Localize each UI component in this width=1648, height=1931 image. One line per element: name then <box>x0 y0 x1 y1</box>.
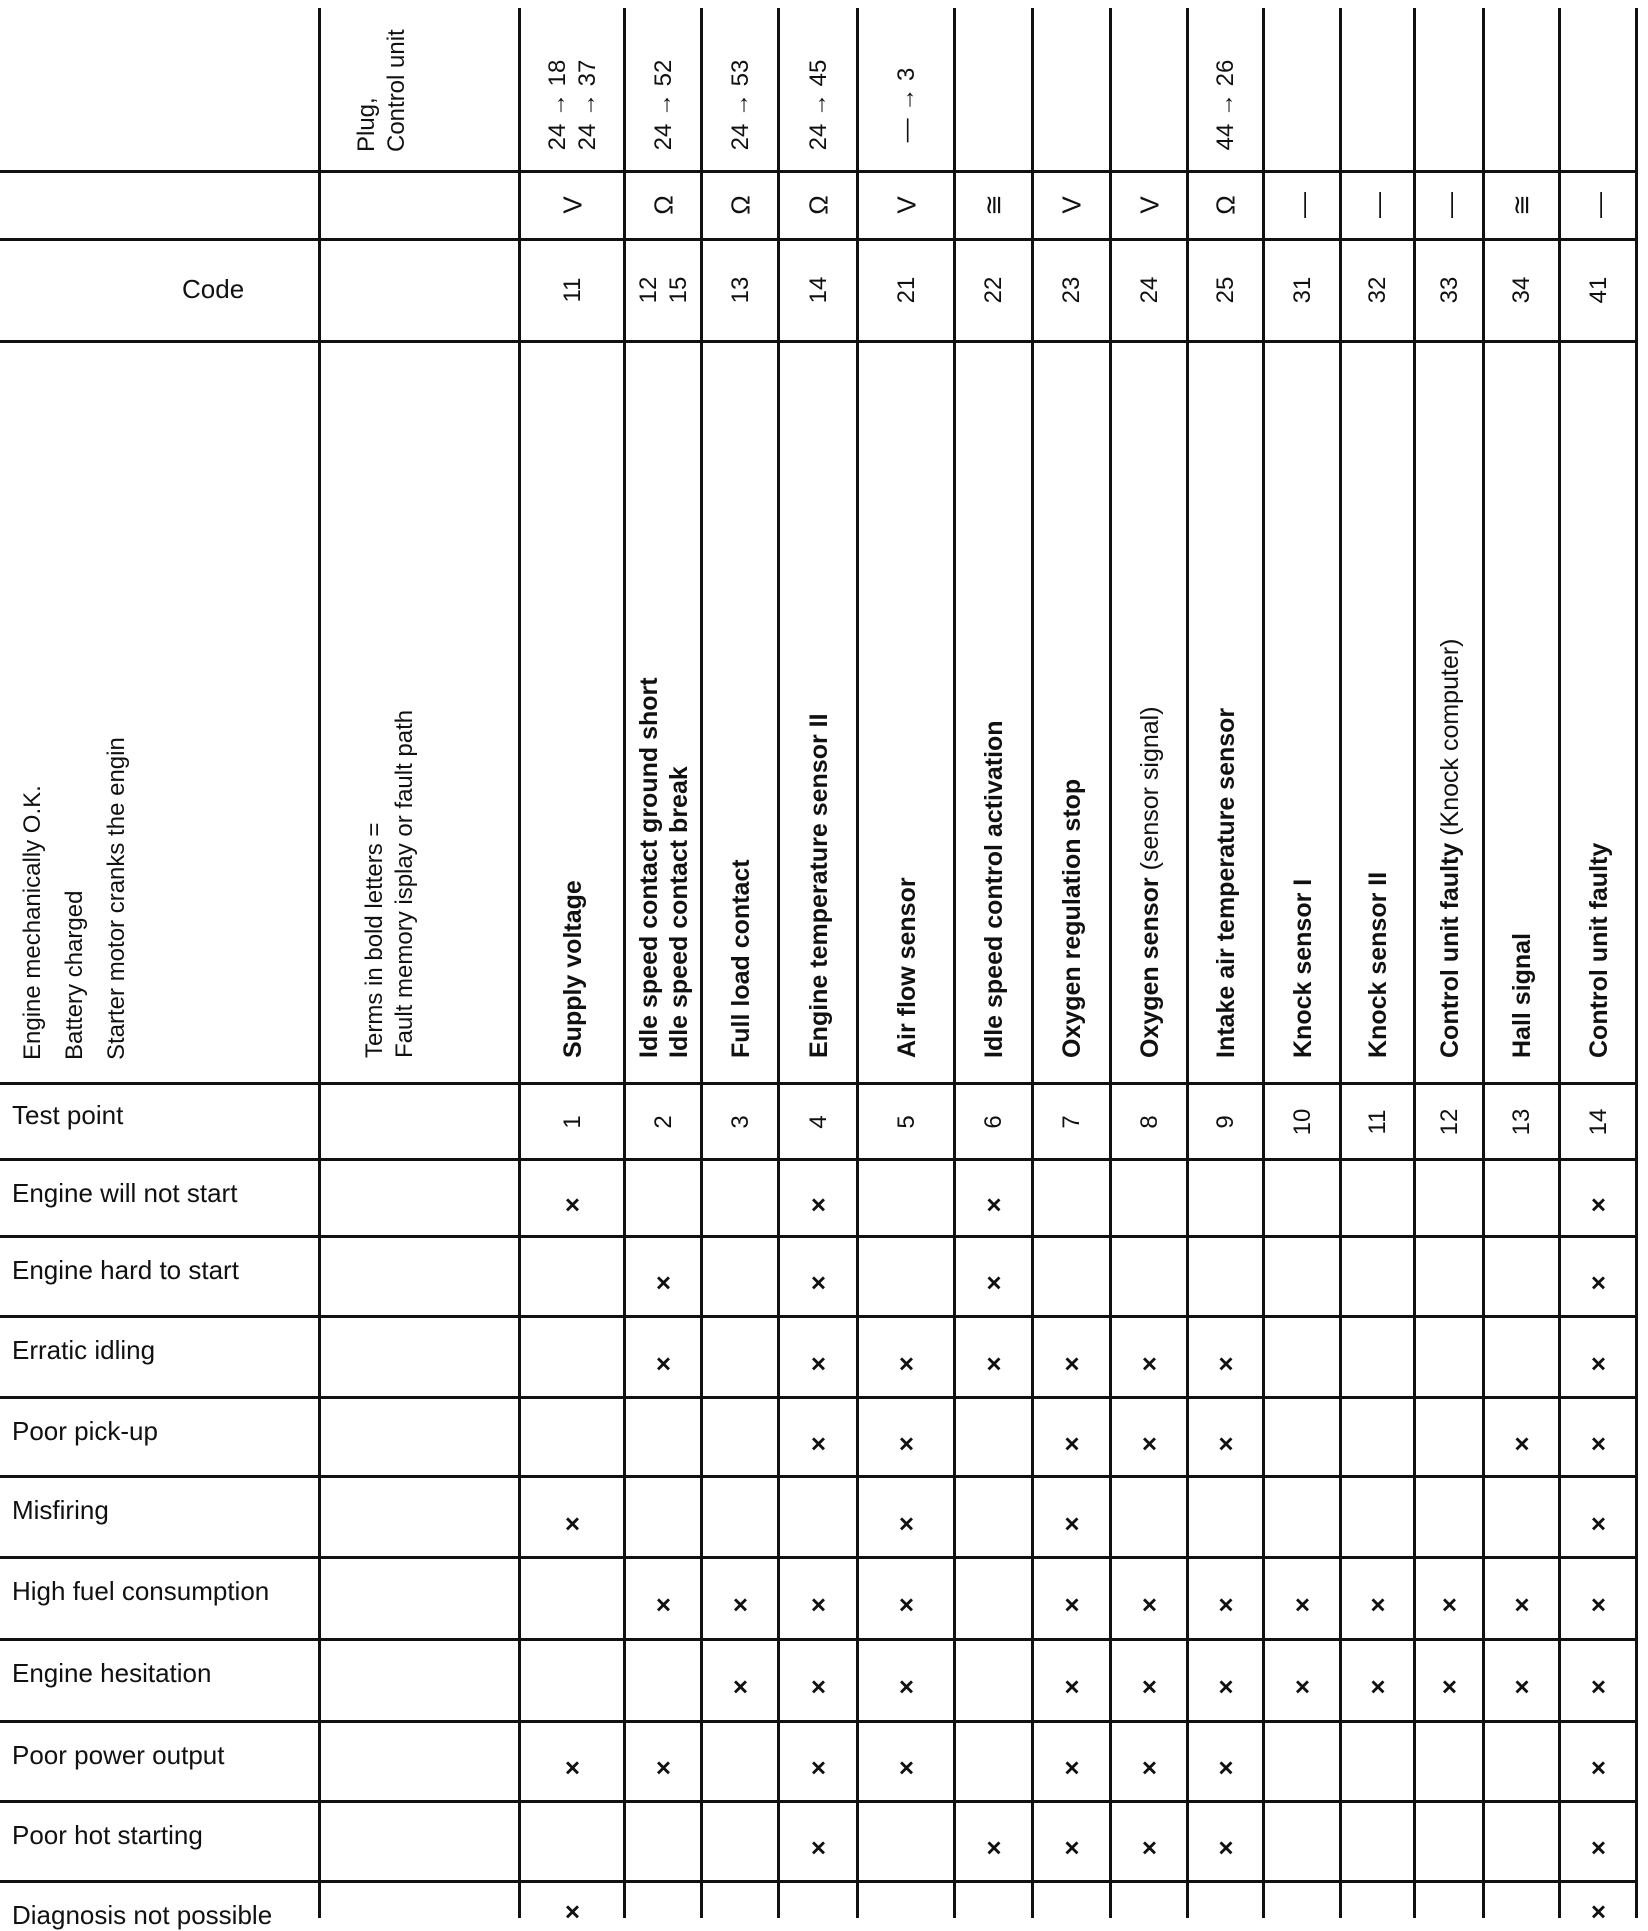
fault-code-primary: 31 <box>1288 276 1316 304</box>
unit-symbol: V <box>891 196 921 214</box>
unit-symbol: V <box>1056 196 1087 214</box>
fault-code-primary: 23 <box>1058 276 1085 304</box>
fault-mark: × <box>1590 1589 1607 1620</box>
column-divider-5 <box>856 8 859 1918</box>
fault-mark: × <box>564 1508 581 1538</box>
test-point-number: 2 <box>649 1115 677 1129</box>
component-name <box>1584 843 1614 1058</box>
fault-mark: × <box>1064 1589 1080 1620</box>
fault-mark: × <box>810 1348 827 1378</box>
fault-mark: × <box>1590 1671 1607 1702</box>
component-name-line1 <box>634 677 664 1058</box>
unit-symbol: — <box>1434 192 1464 218</box>
test-point-number: 11 <box>1364 1109 1391 1135</box>
fault-mark: × <box>898 1508 915 1538</box>
component-note: (Knock computer) <box>1435 638 1464 836</box>
fault-mark: × <box>1141 1348 1158 1378</box>
fault-code <box>1057 277 1087 304</box>
symptom-label: Poor power output <box>12 1740 225 1770</box>
plug-value <box>649 60 679 151</box>
fault-mark: × <box>810 1671 827 1702</box>
fault-mark: × <box>1514 1589 1530 1620</box>
component-name <box>634 677 694 1058</box>
fault-code <box>1363 277 1393 304</box>
unit-symbol: — <box>1287 192 1317 218</box>
test-point-number: 1 <box>558 1115 586 1129</box>
column-divider-10 <box>1262 8 1265 1918</box>
fault-mark: × <box>810 1752 827 1783</box>
fault-mark: × <box>810 1832 827 1863</box>
test-point-number: 7 <box>1058 1115 1085 1129</box>
column-divider-3 <box>700 8 703 1918</box>
test-point-number: 10 <box>1288 1108 1316 1136</box>
fault-mark: × <box>564 1752 581 1783</box>
fault-code <box>1211 277 1241 304</box>
component-name <box>726 859 756 1058</box>
fault-mark: × <box>898 1671 915 1702</box>
fault-mark: × <box>810 1267 827 1298</box>
rule-row-7 <box>0 1638 1635 1641</box>
test-point-number: 13 <box>1508 1108 1535 1136</box>
column-divider-12 <box>1413 8 1416 1918</box>
rule-units-top <box>0 170 1635 173</box>
fault-mark: × <box>732 1671 749 1702</box>
fault-code <box>1135 277 1165 304</box>
fault-mark: × <box>810 1189 827 1219</box>
component-name <box>1363 872 1393 1058</box>
rule-row-3 <box>0 1315 1635 1318</box>
component-name <box>1507 933 1537 1058</box>
unit-symbol: — <box>1583 192 1613 218</box>
symptom-label: High fuel consumption <box>12 1576 270 1606</box>
fault-mark: × <box>1064 1348 1080 1378</box>
component-name <box>1211 708 1241 1058</box>
column-divider-4 <box>777 8 780 1918</box>
test-point-number: 14 <box>1584 1108 1612 1136</box>
plug-value <box>892 68 922 143</box>
fault-mark: × <box>1141 1832 1158 1863</box>
column-divider-13 <box>1482 8 1485 1918</box>
component-name-line1 <box>1363 872 1393 1058</box>
condition-item: Battery charged <box>61 890 88 1060</box>
fault-mark: × <box>1141 1589 1158 1620</box>
test-point-number: 8 <box>1135 1115 1163 1129</box>
fault-mark: × <box>898 1428 915 1458</box>
fault-mark: × <box>655 1267 672 1298</box>
fault-mark: × <box>1294 1589 1311 1620</box>
fault-mark: × <box>1064 1832 1080 1863</box>
fault-mark: × <box>1590 1896 1607 1927</box>
test-point-label: Test point <box>12 1100 124 1130</box>
symptom-label: Poor hot starting <box>12 1820 203 1850</box>
component-name-text: Knock sensor I <box>1288 878 1317 1058</box>
plug-value-a: 44 → 26 <box>1212 59 1239 151</box>
fault-mark: × <box>986 1267 1002 1298</box>
component-note: (sensor signal) <box>1135 706 1164 871</box>
fault-mark: × <box>1218 1348 1234 1378</box>
column-divider-9 <box>1186 8 1189 1918</box>
fault-mark: × <box>1590 1832 1607 1863</box>
component-name-text: Oxygen regulation stop <box>1058 778 1086 1058</box>
component-name-line1 <box>1057 779 1087 1058</box>
column-divider-8 <box>1109 8 1112 1918</box>
symptom-label: Erratic idling <box>12 1335 156 1365</box>
test-point-number: 4 <box>804 1115 832 1129</box>
component-name <box>1435 639 1465 1059</box>
unit-symbol: Ω <box>725 195 755 215</box>
fault-mark: × <box>1590 1508 1607 1538</box>
fault-mark: × <box>1064 1752 1080 1783</box>
component-name-line1 <box>1435 639 1465 1059</box>
component-name-text: Full load contact <box>726 859 755 1058</box>
fault-mark: × <box>1064 1428 1080 1458</box>
column-divider-7 <box>1031 8 1034 1918</box>
fault-mark: × <box>732 1589 749 1620</box>
fault-code-primary: 12 <box>634 276 662 304</box>
symptom-label: Engine hesitation <box>12 1658 212 1688</box>
rule-row-0 <box>0 1082 1635 1085</box>
component-name-line1 <box>979 720 1009 1058</box>
plug-value <box>804 60 834 151</box>
plug-label-line2: Control unit <box>383 29 410 152</box>
fault-mark: × <box>1370 1671 1386 1702</box>
column-divider-2 <box>623 8 626 1918</box>
fault-mark: × <box>1590 1428 1607 1458</box>
component-name-line1 <box>892 877 922 1058</box>
fault-code-primary: 22 <box>980 276 1007 304</box>
fault-mark: × <box>810 1589 827 1620</box>
rule-code-top <box>0 238 1635 241</box>
fault-mark: × <box>986 1348 1002 1378</box>
fault-mark: × <box>1218 1752 1234 1783</box>
component-name-text: Idle speed contact ground short <box>634 677 663 1058</box>
fault-mark: × <box>1590 1189 1607 1219</box>
symptom-label: Engine will not start <box>12 1178 238 1208</box>
rule-row-5 <box>0 1475 1635 1478</box>
condition-item: Starter motor cranks the engin <box>103 737 130 1060</box>
fault-mark: × <box>1514 1428 1530 1458</box>
unit-symbol: — <box>1362 192 1393 218</box>
rule-row-6 <box>0 1556 1635 1559</box>
fault-mark: × <box>1590 1267 1607 1298</box>
fault-mark: × <box>1218 1428 1234 1458</box>
fault-code-primary: 11 <box>558 277 586 303</box>
fault-code <box>558 278 588 303</box>
component-name-line1 <box>1288 879 1318 1058</box>
fault-code-primary: 34 <box>1508 276 1535 304</box>
plug-value-a: — → 3 <box>892 67 920 143</box>
fault-code-primary: 24 <box>1135 276 1163 304</box>
plug-value <box>543 60 603 151</box>
component-name-line1 <box>1211 708 1241 1058</box>
test-point-number: 9 <box>1212 1115 1239 1129</box>
component-name-text: Idle speed control activation <box>980 720 1008 1058</box>
test-point-number: 6 <box>980 1115 1007 1129</box>
symptom-label: Poor pick-up <box>12 1416 158 1446</box>
symptom-label: Engine hard to start <box>12 1255 239 1285</box>
fault-code <box>726 277 756 304</box>
plug-label <box>352 29 412 152</box>
component-name-text: Control unit faulty <box>1435 842 1464 1058</box>
fault-code-primary: 33 <box>1435 276 1463 304</box>
fault-code <box>804 277 834 304</box>
fault-mark: × <box>898 1752 915 1783</box>
unit-symbol: ≅ <box>978 194 1009 216</box>
component-name <box>1057 779 1087 1058</box>
fault-code <box>1435 277 1465 304</box>
fault-mark: × <box>655 1589 672 1620</box>
rule-row-2 <box>0 1235 1635 1238</box>
component-name-line2: Idle speed contact break <box>664 766 693 1058</box>
rule-row-1 <box>0 1158 1635 1161</box>
column-divider-15 <box>1635 8 1638 1918</box>
plug-value-a: 24 → 52 <box>649 59 677 151</box>
component-name-text: Knock sensor II <box>1364 871 1392 1058</box>
column-divider-14 <box>1558 8 1561 1918</box>
fault-mark: × <box>986 1832 1002 1863</box>
fault-code-primary: 41 <box>1584 276 1612 304</box>
fault-code <box>634 277 694 304</box>
column-divider-11 <box>1339 8 1342 1918</box>
fault-mark: × <box>655 1348 672 1378</box>
terms-note-line2: Fault memory isplay or fault path <box>391 709 418 1058</box>
fault-mark: × <box>1294 1671 1311 1702</box>
unit-symbol: V <box>557 196 587 214</box>
plug-value <box>726 60 756 151</box>
code-label: Code <box>182 274 245 304</box>
column-divider-1 <box>518 8 521 1918</box>
plug-value-a: 24 → 53 <box>726 59 754 151</box>
fault-mark: × <box>564 1896 581 1927</box>
component-name-line1 <box>1135 706 1165 1058</box>
condition-item: Engine mechanically O.K. <box>19 785 46 1060</box>
symptom-label: Misfiring <box>12 1495 109 1525</box>
fault-code-primary: 21 <box>892 276 920 304</box>
unit-symbol: Ω <box>803 195 833 215</box>
fault-code-primary: 13 <box>726 276 754 304</box>
fault-mark: × <box>1141 1752 1158 1783</box>
fault-mark: × <box>1441 1671 1458 1702</box>
fault-mark: × <box>986 1189 1002 1219</box>
component-name-line1 <box>804 713 834 1058</box>
component-name <box>1135 706 1165 1058</box>
rule-row-10 <box>0 1880 1635 1883</box>
fault-code <box>1288 277 1318 304</box>
unit-symbol: Ω <box>1210 195 1241 215</box>
fault-mark: × <box>1218 1589 1234 1620</box>
fault-code <box>979 277 1009 304</box>
test-point-number: 5 <box>892 1115 920 1129</box>
component-name <box>1288 879 1318 1058</box>
unit-symbol: Ω <box>648 195 678 215</box>
fault-mark: × <box>1590 1752 1607 1783</box>
plug-value <box>1211 60 1241 151</box>
plug-value-a: 24 → 18 <box>543 59 571 151</box>
rule-row-9 <box>0 1800 1635 1803</box>
symptom-label: Diagnosis not possible <box>12 1900 273 1930</box>
fault-mark: × <box>810 1428 827 1458</box>
component-name <box>558 880 588 1058</box>
rule-code-bottom <box>0 340 1635 343</box>
fault-mark: × <box>1064 1508 1080 1538</box>
component-name-line1 <box>1507 933 1537 1058</box>
fault-mark: × <box>1590 1348 1607 1378</box>
fault-mark: × <box>898 1589 915 1620</box>
fault-code-primary: 32 <box>1364 276 1391 304</box>
fault-code-primary: 25 <box>1212 276 1239 304</box>
fault-mark: × <box>564 1189 581 1219</box>
fault-code <box>1507 277 1537 304</box>
component-name-text: Intake air temperature sensor <box>1212 707 1240 1058</box>
plug-value-b: 24 → 37 <box>573 59 601 151</box>
component-name-line1 <box>558 880 588 1058</box>
component-name-text: Control unit faulty <box>1584 842 1613 1058</box>
component-name <box>892 877 922 1058</box>
fault-mark: × <box>898 1348 915 1378</box>
component-name-text: Air flow sensor <box>892 877 921 1058</box>
component-name <box>804 713 834 1058</box>
unit-symbol: V <box>1134 196 1164 214</box>
fault-mark: × <box>1141 1428 1158 1458</box>
component-name-line1 <box>1584 843 1614 1058</box>
fault-mark: × <box>1141 1671 1158 1702</box>
plug-label-line1: Plug, <box>353 97 380 152</box>
fault-code-secondary: 15 <box>664 276 692 304</box>
fault-mark: × <box>1218 1671 1234 1702</box>
component-name-text: Oxygen sensor <box>1135 877 1164 1058</box>
component-name-text: Hall signal <box>1508 932 1536 1058</box>
test-point-number: 12 <box>1435 1108 1463 1136</box>
unit-symbol: ≅ <box>1506 194 1537 216</box>
column-divider-0 <box>318 8 321 1918</box>
fault-mark: × <box>655 1752 672 1783</box>
component-name-line1 <box>726 859 756 1058</box>
fault-code-primary: 14 <box>804 276 832 304</box>
rule-row-4 <box>0 1396 1635 1399</box>
fault-mark: × <box>1441 1589 1458 1620</box>
terms-note-line1: Terms in bold letters = <box>361 822 388 1058</box>
component-name <box>979 720 1009 1058</box>
fault-code <box>892 277 922 304</box>
fault-mark: × <box>1370 1589 1386 1620</box>
test-point-number: 3 <box>726 1115 754 1129</box>
plug-value-a: 24 → 45 <box>804 59 832 151</box>
terms-note <box>360 710 420 1058</box>
rule-row-8 <box>0 1720 1635 1723</box>
fault-code <box>1584 277 1614 304</box>
conditions-list <box>12 737 138 1060</box>
fault-mark: × <box>1064 1671 1080 1702</box>
fault-mark: × <box>1218 1832 1234 1863</box>
component-name-text: Supply voltage <box>558 880 587 1058</box>
component-name-text: Engine temperature sensor II <box>804 713 833 1058</box>
fault-mark: × <box>1514 1671 1530 1702</box>
column-divider-6 <box>953 8 956 1918</box>
